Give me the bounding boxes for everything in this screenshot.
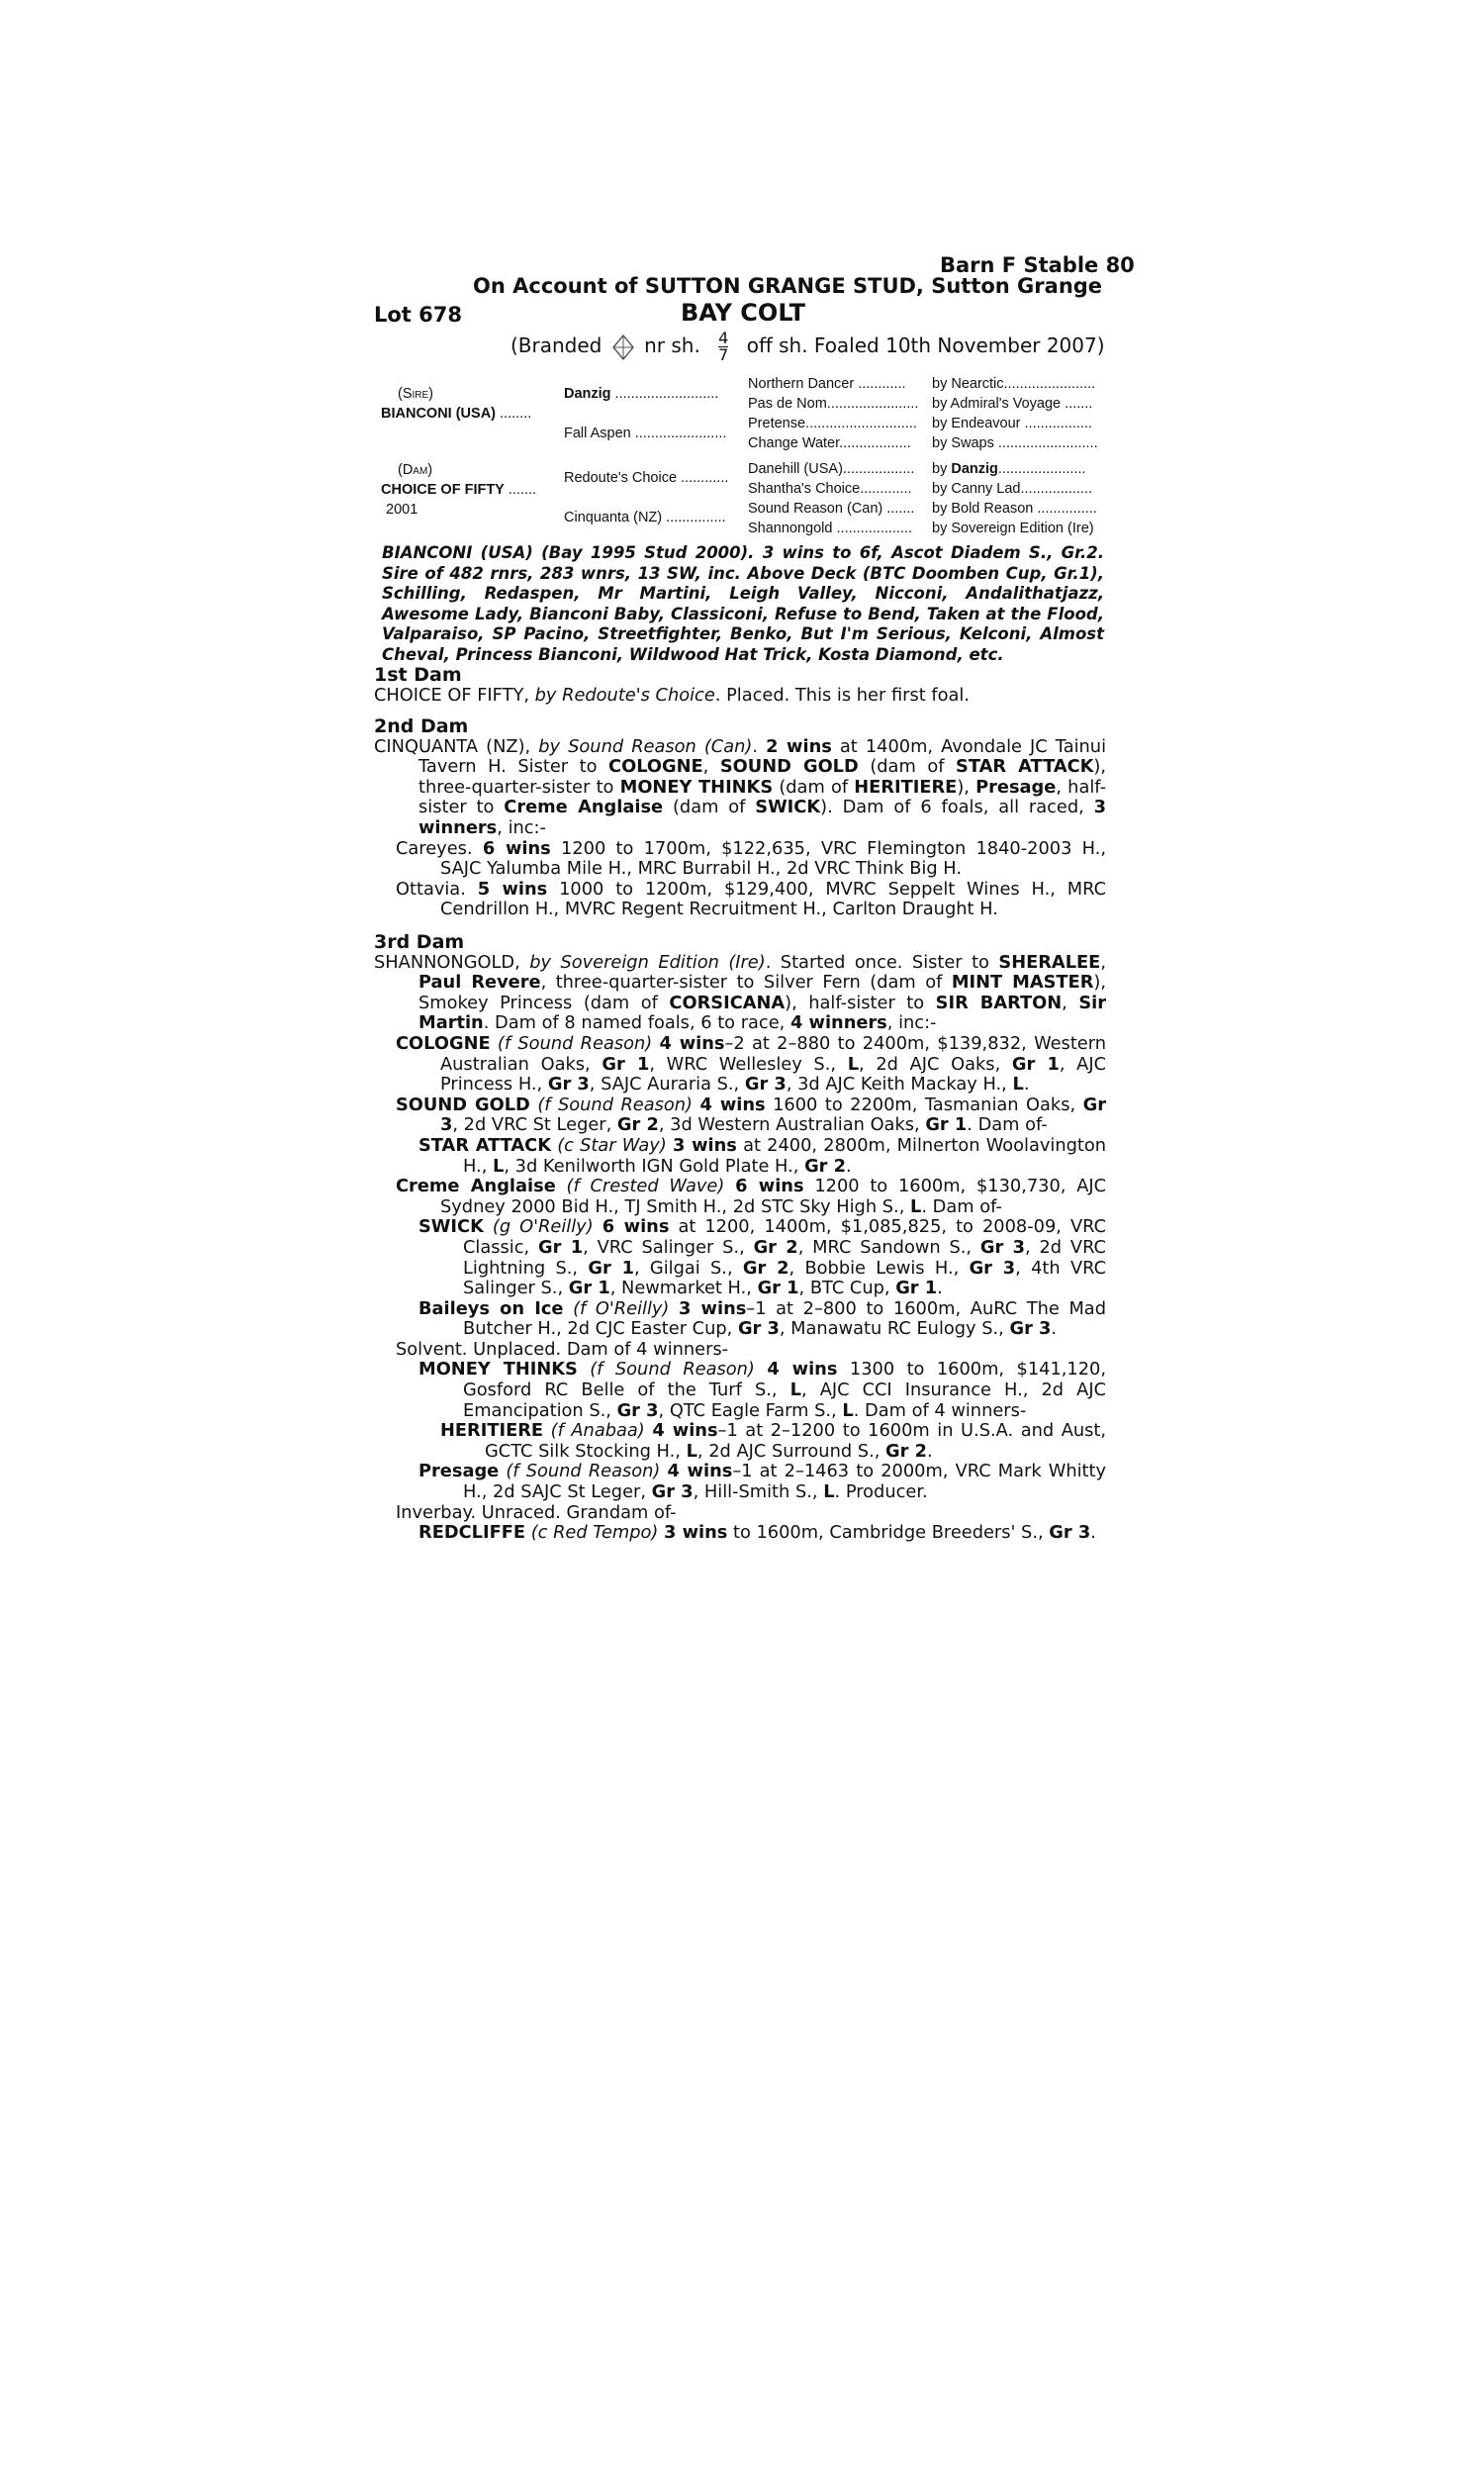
dam-name: CHOICE OF FIFTY ....... [381, 482, 537, 498]
sire-tag: (Sire) [398, 386, 433, 402]
dam-year: 2001 [386, 502, 418, 518]
foal-star-attack: STAR ATTACK (c Star Way) 3 wins at 2400, 2800m, Milnerton Woolavington H., L, 3d Kenilworth IGN Gold Plate H., Gr 2. [418, 1134, 1107, 1177]
fraction-top: 4 [718, 329, 729, 347]
first-dam-section [374, 665, 1106, 706]
sire-summary: BIANCONI (USA) (Bay 1995 Stud 2000). 3 wins to 6f, Ascot Diadem S., Gr.2. Sire of 482 rnrs, 283 wnrs, 13 SW, inc. Above Deck (BTC Doomben Cup, Gr.1), Schilling, Redaspen, Mr Martini, Leigh Valley, Nicconi, Andalithatjazz, Awesome Lady, Bianconi Baby, Classiconi, Refuse to Bend, Taken at the Flood, Valparaiso, SP Pacino, Streetfighter, Benko, But I'm Serious, Kelconi, Almost Cheval, Princess Bianconi, Wildwood Hat Trick, Kosta Diamond, etc. [382, 543, 1104, 664]
foal-solvent: Solvent. Unplaced. Dam of 4 winners- [396, 1338, 729, 1360]
sd-dam: Change Water.................. [748, 435, 911, 451]
ds-sire: Danehill (USA).................. [748, 461, 915, 477]
third-dam-text: SHANNONGOLD, by Sovereign Edition (Ire). Started once. Sister to SHERALEE, Paul Revere, three-quarter-sister to Silver Fern (dam of MINT MASTER), Smokey Princess (dam of CORSICANA), half-sister to SIR BARTON, Sir Martin. Dam of 8 named foals, 6 to race, 4 winners, inc:- [374, 951, 1106, 1034]
fraction-bottom: 7 [718, 345, 729, 364]
ss-sire: Northern Dancer ............ [748, 376, 906, 392]
second-dam-text: CINQUANTA (NZ), by Sound Reason (Can). 2 wins at 1400m, Avondale JC Tainui Tavern H. Sister to COLOGNE, SOUND GOLD (dam of STAR ATTACK), three-quarter-sister to MONEY THINKS (dam of HERITIERE), Presage, half-sister to Creme Anglaise (dam of SWICK). Dam of 6 foals, all raced, 3 winners, inc:- [374, 735, 1107, 838]
foal-sound-gold: SOUND GOLD (f Sound Reason) 4 wins 1600 to 2200m, Tasmanian Oaks, Gr 3, 2d VRC St Leger, Gr 2, 3d Western Australian Oaks, Gr 1. Dam of- [396, 1094, 1106, 1136]
branded-suffix: off sh. Foaled 10th November 2007) [746, 333, 1105, 357]
foal-baileys-on-ice: Baileys on Ice (f O'Reilly) 3 wins–1 at 2–800 to 1600m, AuRC The Mad Butcher H., 2d CJC Easter Cup, Gr 3, Manawatu RC Eulogy S., Gr 3. [418, 1297, 1106, 1340]
sire-name: BIANCONI (USA) ........ [381, 406, 532, 422]
foal-money-thinks: MONEY THINKS (f Sound Reason) 4 wins 1300 to 1600m, $141,120, Gosford RC Belle of the Turf S., L, AJC CCI Insurance H., 2d AJC Emancipation S., Gr 3, QTC Eagle Farm S., L. Dam of 4 winners- [418, 1359, 1107, 1421]
foal-redcliffe: REDCLIFFE (c Red Tempo) 3 wins to 1600m, Cambridge Breeders' S., Gr 3. [418, 1522, 1096, 1544]
branded-prefix: (Branded [510, 333, 603, 357]
first-dam-heading: 1st Dam [374, 664, 462, 686]
dam-sire: Redoute's Choice ............ [564, 470, 729, 486]
second-dam-heading: 2nd Dam [374, 715, 469, 737]
foal-presage: Presage (f Sound Reason) 4 wins–1 at 2–1463 to 2000m, VRC Mark Whitty H., 2d SAJC St Leger, Gr 3, Hill-Smith S., L. Producer. [418, 1461, 1107, 1503]
foal-swick: SWICK (g O'Reilly) 6 wins at 1200, 1400m, $1,085,825, to 2008-09, VRC Classic, Gr 1, VRC Salinger S., Gr 2, MRC Sandown S., Gr 3, 2d VRC Lightning S., Gr 1, Gilgai S., Gr 2, Bobbie Lewis H., Gr 3, 4th VRC Salinger S., Gr 1, Newmarket H., Gr 1, BTC Cup, Gr 1. [418, 1216, 1107, 1299]
dd-sire: Sound Reason (Can) ....... [748, 501, 915, 517]
ss-dam: Pas de Nom....................... [748, 396, 919, 412]
dd-sire-by: by Bold Reason ............... [932, 501, 1097, 517]
sd-sire: Pretense............................ [748, 416, 917, 431]
foal-creme-anglaise: Creme Anglaise (f Crested Wave) 6 wins 1200 to 1600m, $130,730, AJC Sydney 2000 Bid H., TJ Smith H., 2d STC Sky High S., L. Dam of- [396, 1176, 1107, 1217]
second-dam-section [374, 716, 1106, 920]
foal-careyes: Careyes. 6 wins 1200 to 1700m, $122,635, VRC Flemington 1840-2003 H., SAJC Yalumba Mile H., MRC Burrabil H., 2d VRC Think Big H. [396, 837, 1107, 880]
ds-dam-by: by Canny Lad.................. [932, 481, 1092, 497]
branded-mid: nr sh. [644, 333, 700, 357]
foal-inverbay: Inverbay. Unraced. Grandam of- [396, 1501, 677, 1523]
third-dam-section [374, 932, 1106, 1544]
ss-sire-by: by Nearctic....................... [932, 376, 1096, 392]
horse-description: BAY COLT [681, 299, 806, 327]
brand-diamond-icon [612, 334, 634, 360]
foal-heritiere: HERITIERE (f Anabaa) 4 wins–1 at 2–1200 to 1600m in U.S.A. and Aust, GCTC Silk Stocking H., L, 2d AJC Surround S., Gr 2. [440, 1420, 1107, 1462]
vendor-account: On Account of SUTTON GRANGE STUD, Sutton Grange [473, 274, 1103, 298]
dam-tag: (Dam) [398, 462, 433, 478]
first-dam-text: CHOICE OF FIFTY, by Redoute's Choice. Placed. This is her first foal. [374, 684, 970, 706]
brand-line [510, 331, 1105, 363]
ss-dam-by: by Admiral's Voyage ....... [932, 396, 1093, 412]
barn-stable: Barn F Stable 80 [940, 253, 1135, 277]
sd-sire-by: by Endeavour ................. [932, 416, 1092, 431]
foal-ottavia: Ottavia. 5 wins 1000 to 1200m, $129,400, MVRC Seppelt Wines H., MRC Cendrillon H., MVRC Regent Recruitment H., Carlton Draught H. [396, 878, 1106, 920]
dd-dam-by: by Sovereign Edition (Ire) [932, 521, 1094, 536]
brand-fraction [718, 331, 728, 363]
ds-dam: Shantha's Choice............. [748, 481, 912, 497]
sd-dam-by: by Swaps ......................... [932, 435, 1098, 451]
third-dam-heading: 3rd Dam [374, 931, 465, 953]
dam-dam: Cinquanta (NZ) ............... [564, 510, 726, 525]
lot-number: Lot 678 [374, 303, 462, 327]
dd-dam: Shannongold ................... [748, 521, 913, 536]
foal-cologne: COLOGNE (f Sound Reason) 4 wins–2 at 2–880 to 2400m, $139,832, Western Australian Oaks, Gr 1, WRC Wellesley S., L, 2d AJC Oaks, Gr 1, AJC Princess H., Gr 3, SAJC Auraria S., Gr 3, 3d AJC Keith Mackay H., L. [396, 1032, 1106, 1095]
sire-dam: Fall Aspen ....................... [564, 426, 727, 441]
sire-sire: Danzig .......................... [564, 386, 719, 402]
ds-sire-by: by Danzig...................... [932, 461, 1086, 477]
